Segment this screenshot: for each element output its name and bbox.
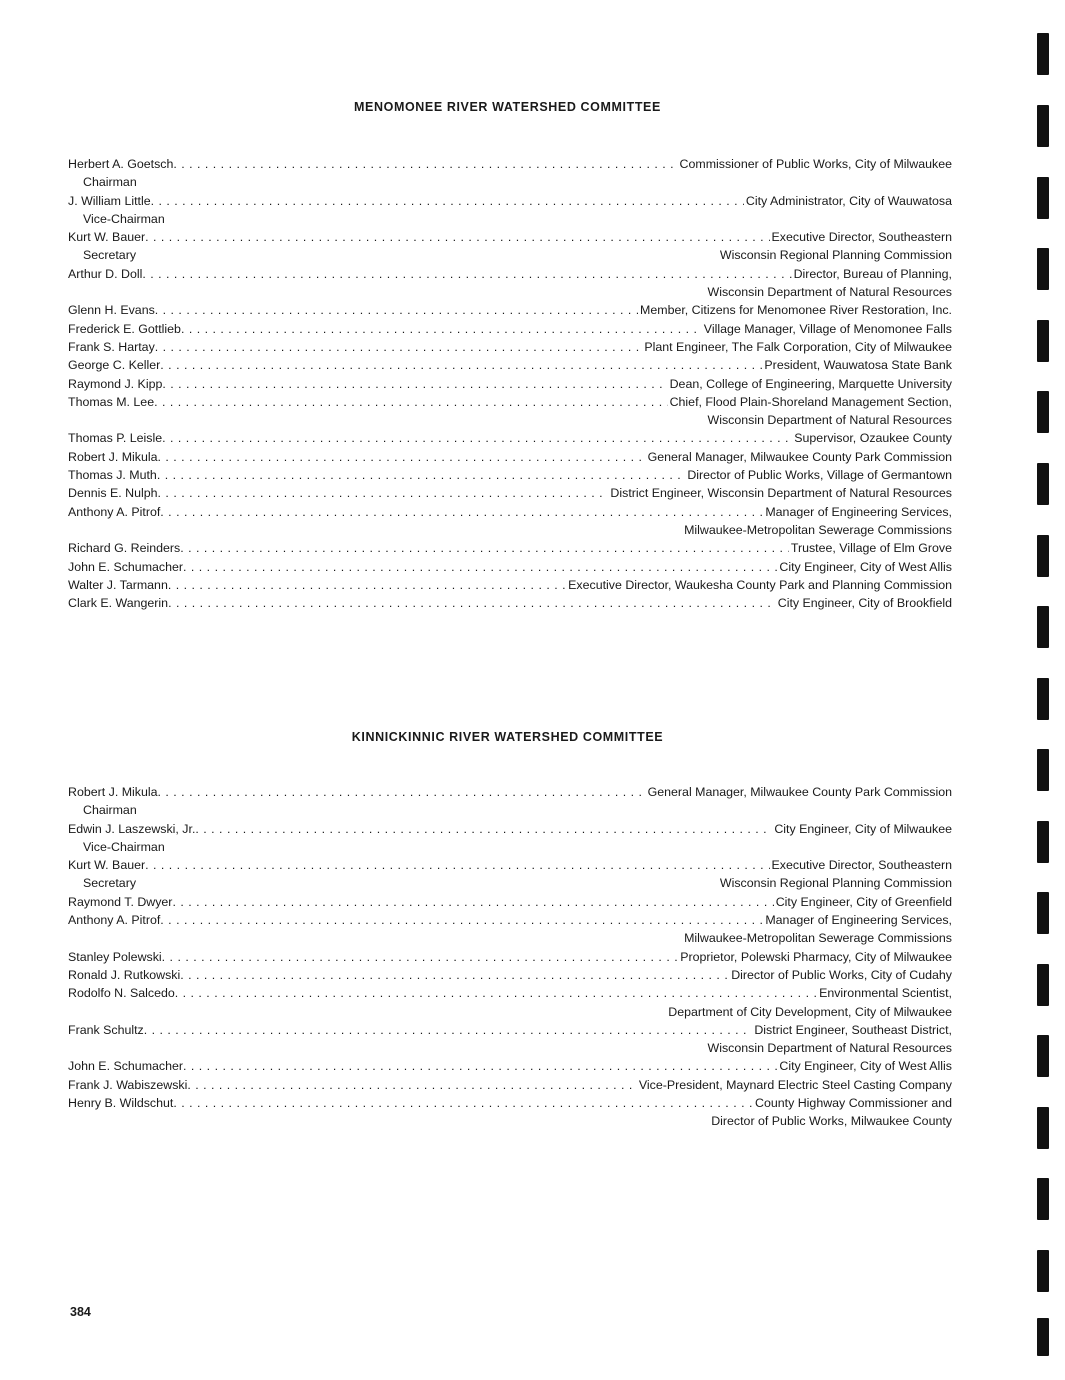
member-entry [68, 484, 952, 502]
member-name: Robert J. Mikula [68, 785, 158, 799]
member-entry [68, 503, 952, 540]
member-position: Supervisor, Ozaukee County [794, 431, 952, 446]
dot-leader [162, 429, 792, 447]
dot-leader [155, 338, 643, 356]
member-name: Rodolfo N. Salcedo [68, 986, 175, 1001]
member-entry [68, 948, 952, 966]
dot-leader [151, 192, 744, 210]
member-entry [68, 966, 952, 984]
member-role: Chairman [83, 175, 137, 190]
dot-leader [158, 448, 646, 466]
member-role: Vice-Chairman [83, 211, 165, 226]
binding-mark [1037, 1107, 1049, 1149]
dot-leader [183, 558, 777, 576]
member-name: Arthur D. Doll [68, 266, 143, 281]
dot-leader [144, 1021, 753, 1039]
committee-roster [68, 783, 952, 1131]
position-continuation: Wisconsin Department of Natural Resources [707, 1041, 952, 1056]
member-position: Executive Director, Southeastern [771, 230, 952, 245]
member-role: Secretary [83, 876, 137, 891]
member-name: J. William Little [68, 193, 151, 208]
member-position: General Manager, Milwaukee County Park Commission [647, 785, 952, 799]
dot-leader [145, 856, 769, 874]
member-entry [68, 265, 952, 302]
binding-mark [1037, 1250, 1049, 1292]
dot-leader [183, 1057, 777, 1075]
member-position: District Engineer, Southeast District, [754, 1022, 952, 1037]
dot-leader [142, 265, 791, 283]
member-entry [68, 301, 952, 319]
dot-leader [180, 539, 789, 557]
member-name: Herbert A. Goetsch [68, 157, 174, 171]
position-continuation: Wisconsin Regional Planning Commission [719, 876, 952, 891]
member-position: Manager of Engineering Services, [765, 913, 952, 928]
member-name: Walter J. Tarmann [68, 577, 168, 592]
member-entry [68, 911, 952, 948]
member-entry [68, 448, 952, 466]
member-position: Director of Public Works, City of Cudahy [731, 967, 952, 982]
member-entry [68, 375, 952, 393]
member-position: Executive Director, Southeastern [771, 858, 952, 873]
member-name: Thomas P. Leisle [68, 431, 163, 446]
position-continuation: Director of Public Works, Milwaukee County [711, 1114, 952, 1129]
dot-leader [180, 966, 729, 984]
binding-mark [1037, 1178, 1049, 1220]
member-role: Chairman [83, 803, 137, 818]
member-name: Anthony A. Pitrof [68, 913, 161, 928]
member-name: Thomas M. Lee [68, 394, 155, 409]
member-entry [68, 228, 952, 265]
position-continuation: Milwaukee-Metropolitan Sewerage Commissions [684, 522, 952, 537]
binding-mark [1037, 463, 1049, 505]
member-position: Vice-President, Maynard Electric Steel Casting Company [638, 1077, 952, 1092]
member-position: Environmental Scientist, [819, 986, 952, 1001]
member-position: District Engineer, Wisconsin Department of Natural Resources [610, 486, 952, 501]
member-position: Director, Bureau of Planning, [793, 266, 952, 281]
member-entry [68, 155, 952, 192]
member-position: City Engineer, City of Greenfield [775, 894, 952, 909]
member-name: Raymond T. Dwyer [68, 894, 173, 909]
dot-leader [162, 948, 679, 966]
member-name: Ronald J. Rutkowski [68, 967, 181, 982]
member-entry [68, 356, 952, 374]
dot-leader [168, 594, 776, 612]
member-entry [68, 783, 952, 820]
dot-leader [173, 155, 677, 173]
member-entry [68, 338, 952, 356]
binding-mark [1037, 892, 1049, 934]
member-position: Chief, Flood Plain-Shoreland Management Section, [669, 394, 952, 409]
member-entry [68, 1094, 952, 1131]
section-title: MENOMONEE RIVER WATERSHED COMMITTEE [354, 100, 661, 114]
committee-roster [68, 155, 952, 612]
dot-leader [160, 911, 763, 929]
member-role: Secretary [83, 248, 137, 263]
member-position: Trustee, Village of Elm Grove [790, 541, 952, 556]
member-role [68, 929, 83, 947]
member-name: Stanley Polewski [68, 949, 162, 964]
dot-leader [158, 783, 646, 801]
member-position: Village Manager, Village of Menomonee Falls [703, 321, 952, 336]
member-name: Dennis E. Nulph [68, 486, 158, 501]
binding-mark [1037, 964, 1049, 1006]
member-position: City Administrator, City of Wauwatosa [745, 193, 952, 208]
member-position: Commissioner of Public Works, City of Milwaukee [679, 157, 952, 171]
member-position: City Engineer, City of Milwaukee [774, 821, 952, 836]
member-entry [68, 539, 952, 557]
position-continuation: Wisconsin Department of Natural Resources [707, 285, 952, 300]
binding-mark [1037, 606, 1049, 648]
dot-leader [187, 1076, 637, 1094]
position-continuation: Milwaukee-Metropolitan Sewerage Commissions [684, 931, 952, 946]
member-name: Edwin J. Laszewski, Jr. [68, 821, 196, 836]
position-continuation: Wisconsin Department of Natural Resources [707, 413, 952, 428]
member-entry [68, 820, 952, 857]
member-role [68, 411, 83, 429]
member-entry [68, 558, 952, 576]
dot-leader [160, 356, 762, 374]
member-name: Frederick E. Gottlieb [68, 321, 181, 336]
binding-mark [1037, 821, 1049, 863]
member-position: General Manager, Milwaukee County Park Commission [647, 449, 952, 464]
member-role [68, 521, 83, 539]
member-name: John E. Schumacher [68, 559, 184, 574]
page-number: 384 [70, 1305, 91, 1319]
member-name: Frank J. Wabiszewski [68, 1077, 188, 1092]
dot-leader [173, 1094, 753, 1112]
dot-leader [154, 393, 668, 411]
member-name: Richard G. Reinders [68, 541, 181, 556]
member-name: Raymond J. Kipp [68, 376, 163, 391]
member-position: City Engineer, City of West Allis [779, 1059, 952, 1074]
member-entry [68, 856, 952, 893]
dot-leader [157, 466, 686, 484]
member-position: Dean, College of Engineering, Marquette University [669, 376, 952, 391]
dot-leader [175, 984, 817, 1002]
member-position: Plant Engineer, The Falk Corporation, City of Milwaukee [644, 339, 952, 354]
member-name: Clark E. Wangerin [68, 596, 169, 611]
member-entry [68, 576, 952, 594]
dot-leader [168, 576, 566, 594]
member-role [68, 283, 83, 301]
dot-leader [195, 820, 772, 838]
binding-mark [1037, 1318, 1049, 1356]
member-name: Kurt W. Bauer [68, 858, 146, 873]
binding-mark [1037, 248, 1049, 290]
member-name: Frank Schultz [68, 1022, 144, 1037]
dot-leader [158, 484, 609, 502]
member-entry [68, 192, 952, 229]
member-name: Henry B. Wildschut [68, 1096, 174, 1111]
dot-leader [162, 375, 667, 393]
member-position: County Highway Commissioner and [755, 1096, 952, 1111]
member-role [68, 1112, 83, 1130]
member-role [68, 1003, 83, 1021]
binding-mark [1037, 1035, 1049, 1077]
binding-mark [1037, 391, 1049, 433]
dot-leader [172, 893, 773, 911]
member-entry [68, 1021, 952, 1058]
member-name: Robert J. Mikula [68, 449, 158, 464]
member-entry [68, 393, 952, 430]
member-role [68, 1039, 83, 1057]
member-name: Frank S. Hartay [68, 339, 155, 354]
member-entry [68, 594, 952, 612]
binding-mark [1037, 535, 1049, 577]
dot-leader [181, 320, 702, 338]
member-position: Director of Public Works, Village of Germantown [687, 468, 952, 483]
position-continuation: Department of City Development, City of Milwaukee [668, 1004, 952, 1019]
member-entry [68, 429, 952, 447]
binding-mark [1037, 105, 1049, 147]
member-entry [68, 893, 952, 911]
member-entry [68, 1076, 952, 1094]
member-role: Vice-Chairman [83, 839, 165, 854]
binding-mark [1037, 678, 1049, 720]
dot-leader [160, 503, 763, 521]
binding-mark [1037, 749, 1049, 791]
member-position: Manager of Engineering Services, [765, 504, 952, 519]
member-position: Member, Citizens for Menomonee River Restoration, Inc. [640, 303, 952, 318]
member-name: John E. Schumacher [68, 1059, 184, 1074]
member-entry [68, 466, 952, 484]
member-position: City Engineer, City of West Allis [779, 559, 952, 574]
member-name: George C. Keller [68, 358, 161, 373]
member-position: Executive Director, Waukesha County Park and Planning Commission [568, 577, 952, 592]
member-entry [68, 1057, 952, 1075]
member-name: Glenn H. Evans [68, 303, 155, 318]
member-position: City Engineer, City of Brookfield [777, 596, 952, 611]
binding-mark [1037, 320, 1049, 362]
member-name: Kurt W. Bauer [68, 230, 146, 245]
section-title: KINNICKINNIC RIVER WATERSHED COMMITTEE [351, 730, 664, 744]
member-entry [68, 984, 952, 1021]
member-entry [68, 320, 952, 338]
binding-mark [1037, 177, 1049, 219]
member-position: Proprietor, Polewski Pharmacy, City of Milwaukee [680, 949, 952, 964]
position-continuation: Wisconsin Regional Planning Commission [719, 248, 952, 263]
binding-mark [1037, 33, 1049, 75]
member-name: Anthony A. Pitrof [68, 504, 161, 519]
dot-leader [145, 228, 769, 246]
member-position: President, Wauwatosa State Bank [764, 358, 952, 373]
member-name: Thomas J. Muth [68, 468, 157, 483]
dot-leader [155, 301, 638, 319]
